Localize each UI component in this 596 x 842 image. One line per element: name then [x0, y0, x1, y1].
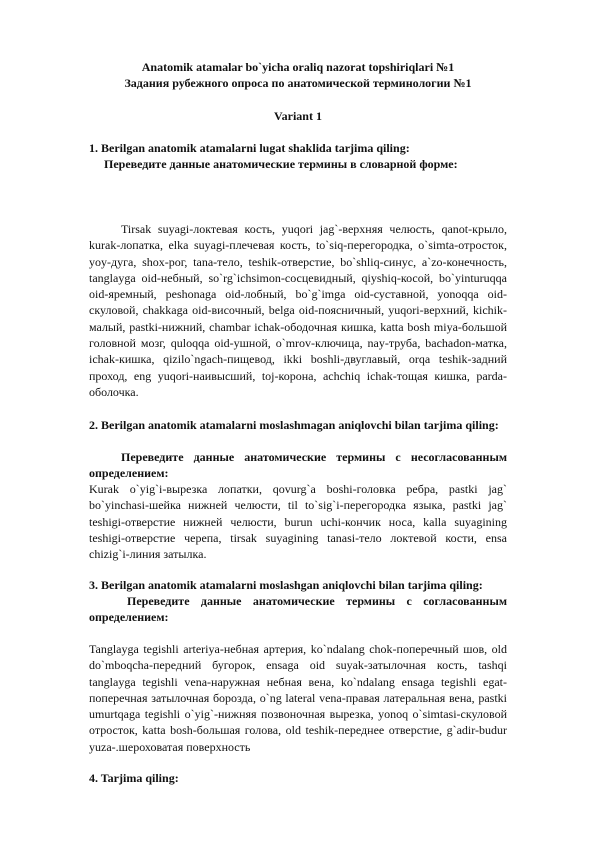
section-4-heading: 4. Tarjima qiling: [89, 771, 179, 785]
section-2-body: Kurak o`yig`i-вырезка лопатки, qovurg`a boshi-головка ребра, pastki jag` bo`yinchasi-шейка нижней челюсти, til to`sig`i-перегородка языка, pastki jag` teshigi-отверстие нижней челюсти, burun uchi-кончик носа, kalla suyagining teshigi-отверстие черепа, tirsak suyagining tanasi-тело локтевой кости, ensa chizig`i-линия затылка. [89, 482, 507, 562]
variant-label: Variant 1 [274, 109, 322, 123]
section-3-subheading: Переведите данные анатомические термины с согласованным определением: [89, 594, 507, 624]
section-1-body: Tirsak suyagi-локтевая кость, yuqori jag`-верхняя челюсть, qanot-крыло, kurak-лопатка, elka suyagi-плечевая кость, to`siq-перегородка, o`simta-отросток, yoy-дуга, shox-рог, tana-тело, teshik-отверстие, bo`shliq-синус, a`zo-конечность, tanglayga oid-небный, so`rg`ichsimon-сосцевидный, qiyshiq-косой, bo`yinturuqqa oid-яремный, peshonaga oid-лобный, bo`g`imga oid-суставной, yonoqqa oid-скуловой, chakkaga oid-височный, belga oid-поясничный, yuqori-верхний, kichik-малый, pastki-нижний, chambar ichak-ободочная кишка, katta bosh miya-большой головной мозг, quloqqa oid-ушной, o`mrov-ключица, nay-труба, bachadon-матка, ichak-кишка, qizilo`ngach-пищевод, ikki boshli-двуглавый, orqa teshik-задний проход, eng yuqori-наивысший, toj-корона, achchiq ichak-тощая кишка, parda-оболочка. [89, 222, 507, 399]
section-1-subheading: Переведите данные анатомические термины в словарной форме: [104, 157, 458, 171]
section-2-heading: 2. Berilgan anatomik atamalarni moslashmagan aniqlovchi bilan tarjima qiling: [89, 418, 499, 432]
title-latin: Anatomik atamalar bo`yicha oraliq nazorat topshiriqlari №1 [141, 60, 455, 74]
section-3-body: Tanglayga tegishli arteriya-небная артерия, ko`ndalang chok-поперечный шов, old do`mboqcha-передний бугорок, ensaga oid suyak-затылочная кость, tashqi tanglayga tegishli vena-наружная небная вена, ko`ndalang ensaga tegishli egat-поперечная затылочная борозда, o`ng lateral vena-правая латеральная вена, pastki umurtqaga tegishli o`yig`-нижняя позвоночная вырезка, yonoq o`simtasi-скуловой отросток, katta bosh-большая голова, old teshik-переднее отверстие, g`adir-budur yuza-.шероховатая поверхность [89, 642, 507, 754]
section-2-subheading: Переведите данные анатомические термины с несогласованным определением: [89, 450, 507, 480]
section-1-heading: 1. Berilgan anatomik atamalarni lugat shaklida tarjima qiling: [89, 141, 410, 155]
title-cyrillic: Задания рубежного опроса по анатомической терминологии №1 [124, 76, 472, 90]
section-3-heading: 3. Berilgan anatomik atamalarni moslashgan aniqlovchi bilan tarjima qiling: [89, 578, 483, 592]
